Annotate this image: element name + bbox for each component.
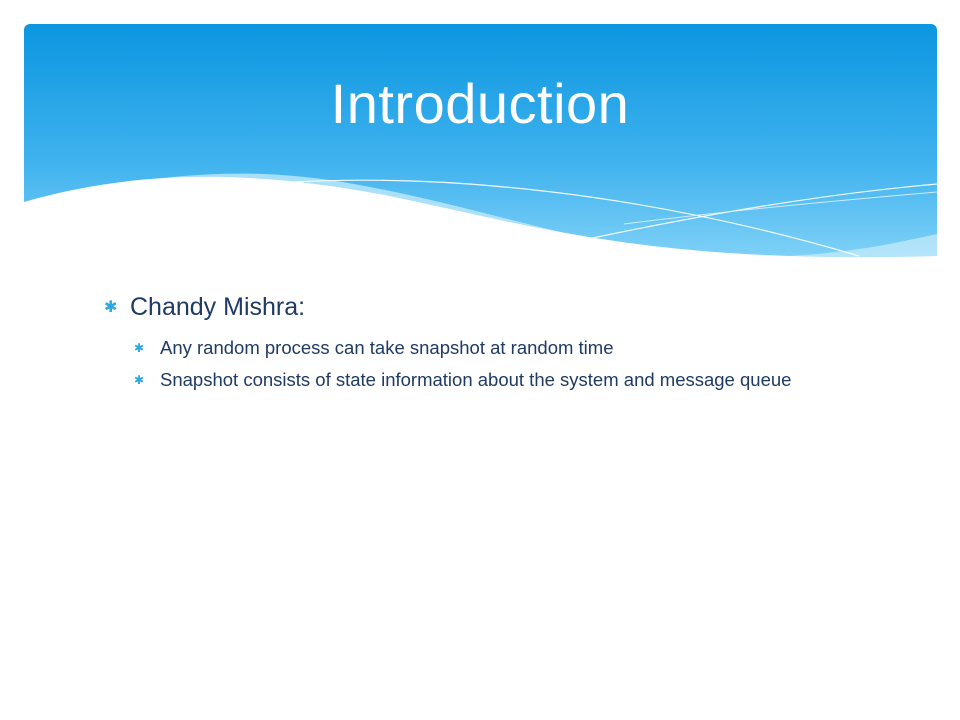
wave-background [24, 24, 937, 274]
sub-bullet-item [134, 367, 844, 393]
slide-body [104, 289, 844, 399]
bullet-item [104, 289, 844, 325]
sub-bullet-text: Snapshot consists of state information about the system and message queue [160, 369, 792, 390]
star-bullet-icon: ✱ [104, 297, 118, 316]
slide-title: Introduction [330, 72, 630, 135]
star-bullet-icon: ✱ [134, 341, 145, 355]
star-bullet-icon: ✱ [134, 373, 145, 387]
sub-bullet-item [134, 335, 844, 361]
sub-bullet-text: Any random process can take snapshot at random time [160, 337, 614, 358]
sub-bullet-list [104, 335, 844, 393]
bullet-text: Chandy Mishra: [130, 293, 306, 321]
title-banner [24, 24, 937, 274]
